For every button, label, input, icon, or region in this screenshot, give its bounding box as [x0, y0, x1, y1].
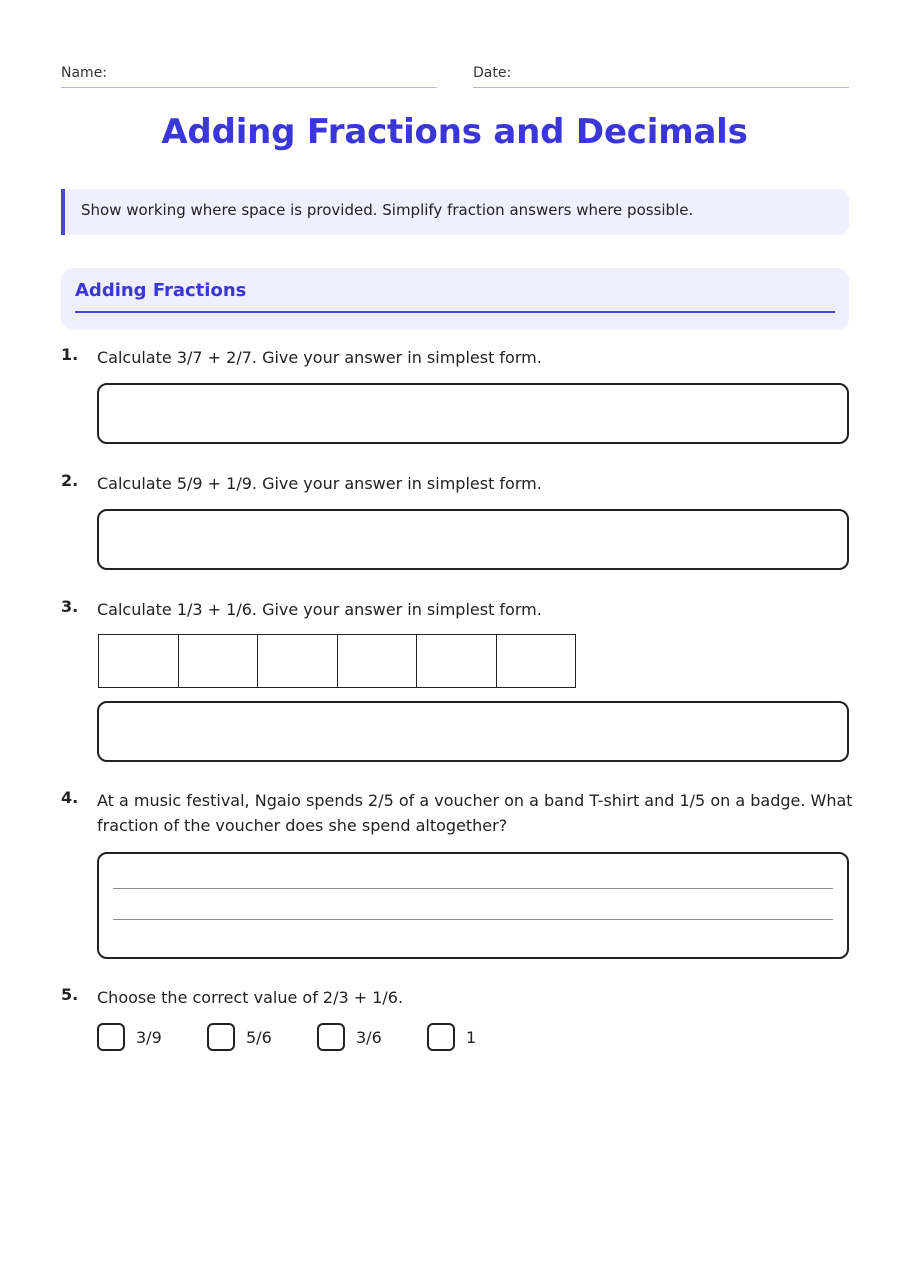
- working-cell[interactable]: [496, 634, 577, 688]
- question-1-text: Calculate 3/7 + 2/7. Give your answer in simplest form.: [97, 348, 542, 367]
- question-3-number: 3.: [61, 597, 79, 616]
- question-4-number: 4.: [61, 788, 79, 807]
- question-5-options: [97, 1023, 537, 1051]
- section-title: Adding Fractions: [75, 280, 835, 313]
- question-4-text-line-2: fraction of the voucher does she spend altogether?: [97, 816, 508, 835]
- checkbox[interactable]: [427, 1023, 455, 1051]
- question-2-answer-box[interactable]: [97, 509, 849, 570]
- page-title: Adding Fractions and Decimals: [161, 112, 748, 152]
- question-3-working-grid: [98, 634, 576, 688]
- question-5-text: Choose the correct value of 2/3 + 1/6.: [97, 988, 404, 1007]
- working-cell[interactable]: [337, 634, 418, 688]
- option-label: 3/6: [356, 1027, 382, 1047]
- option-3[interactable]: [317, 1023, 427, 1051]
- section-header: [61, 268, 849, 330]
- instructions-banner: Show working where space is provided. Simplify fraction answers where possible.: [61, 189, 849, 235]
- question-1-answer-box[interactable]: [97, 383, 849, 444]
- question-5-number: 5.: [61, 985, 79, 1004]
- question-2-number: 2.: [61, 471, 79, 490]
- option-4[interactable]: [427, 1023, 537, 1051]
- answer-line: [113, 919, 833, 920]
- name-field[interactable]: [61, 62, 437, 88]
- checkbox[interactable]: [97, 1023, 125, 1051]
- question-4-text-line-1: At a music festival, Ngaio spends 2/5 of a voucher on a band T-shirt and 1/5 on a badge. What: [97, 791, 853, 810]
- checkbox[interactable]: [317, 1023, 345, 1051]
- option-label: 1: [466, 1027, 477, 1047]
- option-label: 3/9: [136, 1027, 162, 1047]
- question-1-number: 1.: [61, 345, 79, 364]
- name-label: Name:: [61, 65, 108, 81]
- answer-line: [113, 888, 833, 889]
- date-field[interactable]: [473, 62, 849, 88]
- working-cell[interactable]: [416, 634, 497, 688]
- question-4-answer-box[interactable]: [97, 852, 849, 959]
- option-1[interactable]: [97, 1023, 207, 1051]
- option-label: 5/6: [246, 1027, 272, 1047]
- question-3-text: Calculate 1/3 + 1/6. Give your answer in simplest form.: [97, 600, 542, 619]
- checkbox[interactable]: [207, 1023, 235, 1051]
- working-cell[interactable]: [98, 634, 179, 688]
- option-2[interactable]: [207, 1023, 317, 1051]
- working-cell[interactable]: [178, 634, 259, 688]
- date-label: Date:: [473, 65, 512, 81]
- question-2-text: Calculate 5/9 + 1/9. Give your answer in simplest form.: [97, 474, 542, 493]
- question-3-answer-box[interactable]: [97, 701, 849, 762]
- working-cell[interactable]: [257, 634, 338, 688]
